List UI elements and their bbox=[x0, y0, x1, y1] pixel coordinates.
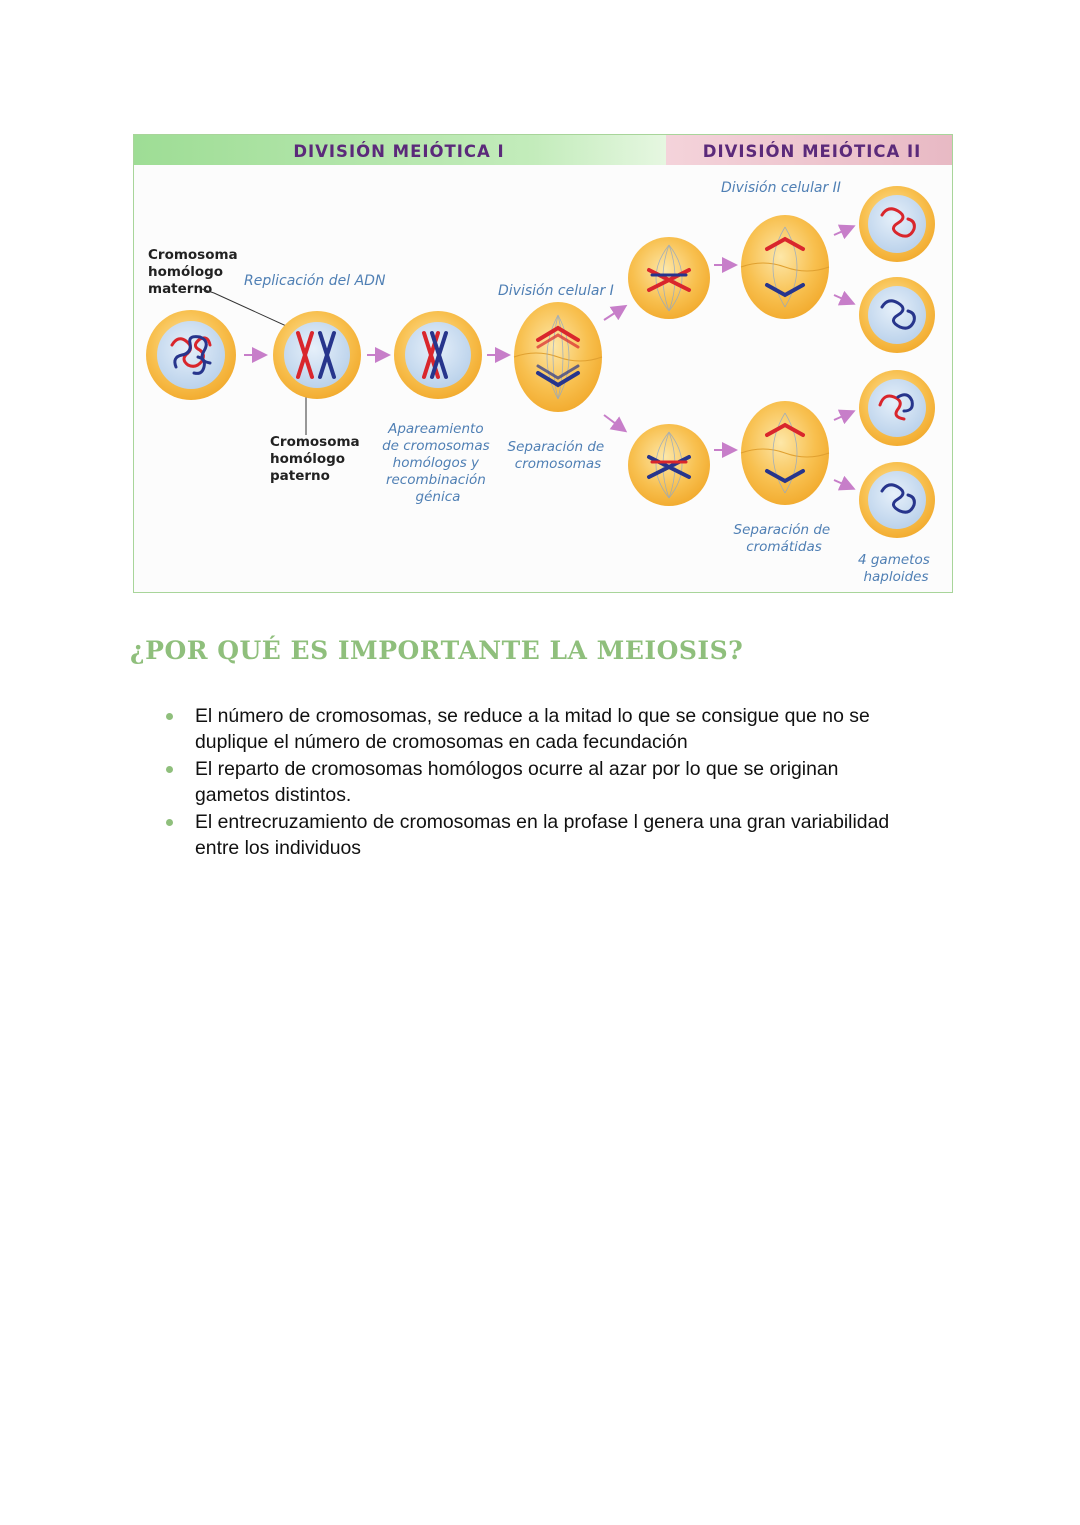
cell-metaphase-2-bottom bbox=[628, 424, 710, 506]
label-division-2: División celular II bbox=[721, 180, 841, 196]
list-item-line: entre los individuos bbox=[195, 837, 361, 860]
label-division-1: División celular I bbox=[498, 283, 614, 299]
cell-interphase bbox=[146, 310, 236, 400]
label-materno: Cromosoma homólogo materno bbox=[148, 247, 238, 297]
gamete-1 bbox=[859, 186, 935, 262]
gamete-3 bbox=[859, 370, 935, 446]
label-paterno: Cromosoma homólogo paterno bbox=[270, 434, 360, 484]
list-item-line: El número de cromosomas, se reduce a la mitad lo que se consigue que no se bbox=[195, 705, 870, 727]
gamete-2 bbox=[859, 277, 935, 353]
cell-metaphase-2-top bbox=[628, 237, 710, 319]
list-item bbox=[160, 809, 940, 862]
cell-division-1 bbox=[514, 302, 602, 412]
bullet-icon bbox=[166, 819, 173, 826]
section-title: ¿POR QUÉ ES IMPORTANTE LA MEIOSIS? bbox=[130, 636, 744, 665]
header-meiosis-2: DIVISIÓN MEIÓTICA II bbox=[702, 142, 922, 161]
bullet-icon bbox=[166, 713, 173, 720]
list-item-line: El entrecruzamiento de cromosomas en la profase l genera una gran variabilidad bbox=[195, 810, 890, 833]
list-item-line: duplique el número de cromosomas en cada fecundación bbox=[195, 731, 688, 754]
cell-pairing bbox=[394, 311, 482, 399]
label-replicacion: Replicación del ADN bbox=[244, 273, 386, 289]
list-item bbox=[160, 756, 940, 809]
cell-anaphase-2-bottom bbox=[741, 401, 829, 505]
meiosis-diagram bbox=[133, 134, 953, 593]
bullet-list bbox=[160, 703, 940, 861]
list-item-line: gametos distintos. bbox=[195, 784, 352, 807]
label-apareamiento: Apareamiento de cromosomas homólogos y recombinación génica bbox=[382, 421, 490, 505]
label-gametos: 4 gametos haploides bbox=[857, 552, 930, 585]
header-meiosis-1: DIVISIÓN MEIÓTICA I bbox=[293, 142, 505, 161]
cell-anaphase-2-top bbox=[741, 215, 829, 319]
label-separacion-cromatidas: Separación de cromátidas bbox=[733, 522, 831, 555]
bullet-icon bbox=[166, 766, 173, 773]
meiosis-diagram-svg bbox=[134, 135, 953, 593]
gamete-4 bbox=[859, 462, 935, 538]
list-item bbox=[160, 703, 940, 756]
label-separacion-cromosomas: Separación de cromosomas bbox=[507, 439, 605, 472]
list-item-line: El reparto de cromosomas homólogos ocurre al azar por lo que se originan bbox=[195, 757, 839, 780]
cell-replication bbox=[273, 311, 361, 399]
